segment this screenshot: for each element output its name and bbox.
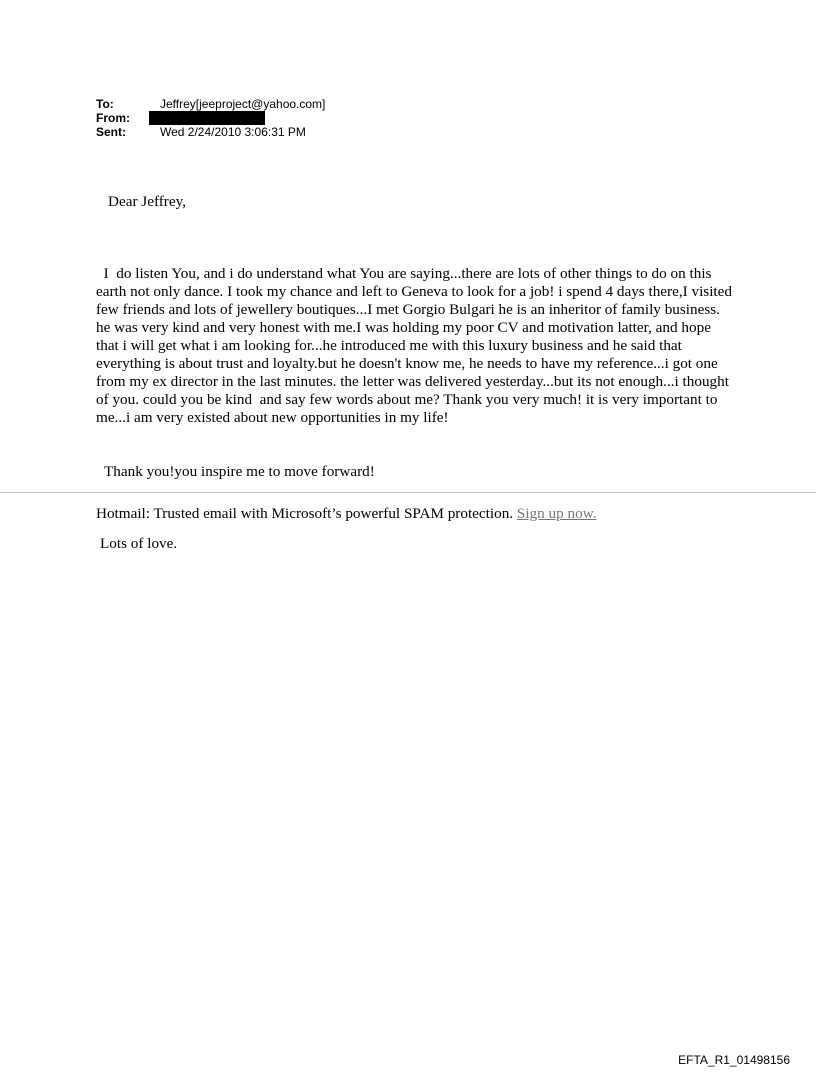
sent-row: [96, 125, 325, 139]
sent-label: Sent:: [96, 125, 126, 139]
hotmail-footer: [96, 505, 597, 523]
closing-line: Lots of love.: [100, 535, 178, 552]
thanks-line: Thank you!you inspire me to move forward!: [104, 463, 375, 480]
redaction-box: [149, 111, 265, 125]
from-label: From:: [96, 111, 130, 125]
to-label: To:: [96, 97, 114, 111]
email-header: [96, 97, 325, 139]
from-row: [96, 111, 325, 125]
to-value: Jeffrey[jeeproject@yahoo.com]: [160, 97, 326, 111]
footer-divider: [0, 492, 816, 493]
to-row: [96, 97, 325, 111]
greeting: Dear Jeffrey,: [108, 193, 186, 210]
footer-text: Hotmail: Trusted email with Microsoft’s powerful SPAM protection.: [96, 505, 517, 522]
document-id: EFTA_R1_01498156: [678, 1053, 790, 1067]
sent-value: Wed 2/24/2010 3:06:31 PM: [160, 125, 306, 139]
sign-up-link[interactable]: Sign up now.: [516, 505, 597, 522]
message-paragraph: I do listen You, and i do understand what You are saying...there are lots of other things to do on this earth not only dance. I took my chance and left to Geneva to look for a job! i spend 4 days there,I visited few friends and lots of jewellery boutiques...I met Gorgio Bulgari he is an inheritor of family business. he was very kind and very honest with me.I was holding my poor CV and motivation latter, and hope that i will get what i am looking for...he introduced me with this luxury business and he said that everything is about trust and loyalty.but he doesn't know me, he needs to have my reference...i got one from my ex director in the last minutes. the letter was delivered yesterday...but its not enough...i thought of you. could you be kind and say few words about me? Thank you very much! it is very important to me...i am very existed about new opportunities in my life!: [96, 265, 736, 426]
